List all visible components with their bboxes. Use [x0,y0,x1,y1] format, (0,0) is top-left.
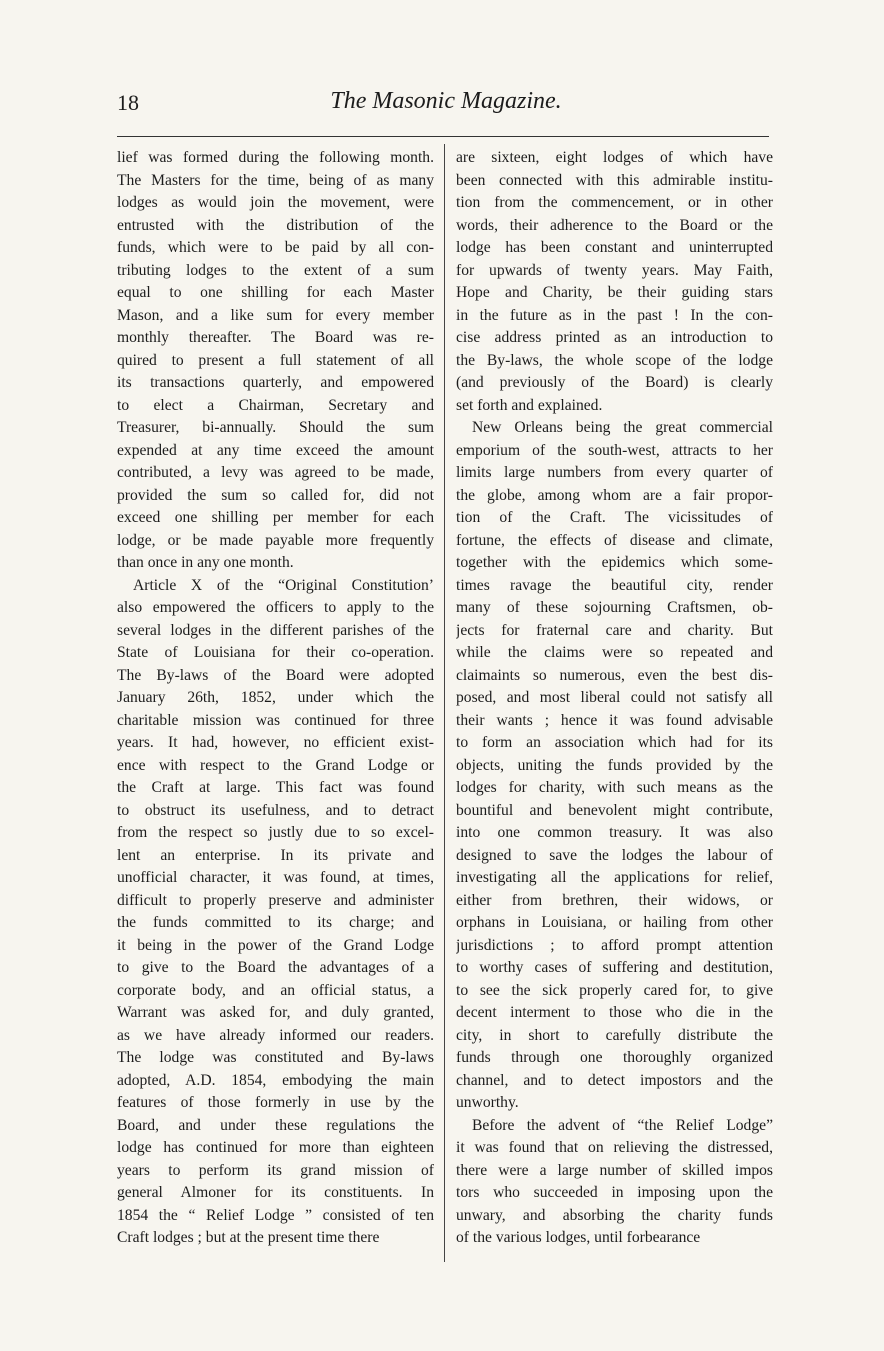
text-line: fortune, the effects of disease and climate, [456,531,773,549]
text-line: provided the sum so called for, did not [117,486,434,504]
text-line: Warrant was asked for, and duly granted, [117,1004,434,1021]
text-line: their wants ; hence it was found advisable [456,711,773,729]
text-line: difficult to properly preserve and administer [117,891,434,909]
text-line: bountiful and benevolent might contribute, [456,801,773,819]
text-line: New Orleans being the great commercial [472,419,773,436]
text-line: together with the epidemics which some- [456,554,773,571]
text-line: it being in the power of the Grand Lodge [117,936,434,954]
text-line: to give to the Board the advantages of a [117,959,434,976]
text-line: lodge, or be made payable more frequently [117,531,434,549]
text-line: The lodge was constituted and By-laws [117,1049,434,1066]
text-line: funds through one thoroughly organized [456,1049,773,1066]
text-line: the funds committed to its charge; and [117,914,434,931]
text-line: the By-laws, the whole scope of the lodge [456,351,773,369]
text-line: city, in short to carefully distribute the [456,1026,773,1044]
text-line: general Almoner for its constituents. In [117,1184,434,1201]
text-line: years to perform its grand mission of [117,1161,434,1179]
text-line: posed, and most liberal could not satisfy all [456,689,773,706]
text-line: from the respect so justly due to so excel- [117,824,434,841]
left-column [117,147,434,1250]
text-line: exceed one shilling per member for each [117,509,434,526]
text-line: objects, uniting the funds provided by the [456,756,773,774]
text-line: it was found that on relieving the distressed, [456,1139,773,1156]
text-line: its transactions quarterly, and empowered [117,374,434,391]
text-line: limits large numbers from every quarter of [456,464,773,481]
text-line: decent interment to those who die in the [456,1004,773,1021]
text-line: lodge has been constant and uninterrupted [456,239,773,256]
text-line: for upwards of twenty years. May Faith, [456,261,773,279]
text-line: emporium of the south-west, attracts to her [456,441,773,459]
text-line: to form an association which had for its [456,734,773,751]
text-line: January 26th, 1852, under which the [117,689,434,706]
text-line: lief was formed during the following month. [117,149,434,166]
text-line: designed to save the lodges the labour of [456,846,773,864]
text-line: 1854 the “ Relief Lodge ” consisted of ten [117,1206,434,1224]
text-line: lent an enterprise. In its private and [117,846,434,864]
text-line: times ravage the beautiful city, render [456,576,773,594]
text-line: (and previously of the Board) is clearly [456,374,773,391]
text-line: to elect a Chairman, Secretary and [117,396,434,414]
text-line: unwary, and absorbing the charity funds [456,1206,773,1224]
text-line: the globe, among whom are a fair propor- [456,486,773,504]
text-line: in the future as in the past ! In the con- [456,306,773,324]
text-line: as we have already informed our readers. [117,1026,434,1044]
text-line: Hope and Charity, be their guiding stars [456,284,773,301]
text-line: quired to present a full statement of all [117,351,434,369]
text-line: The By-laws of the Board were adopted [117,666,434,684]
text-line: to worthy cases of suffering and destitution, [456,959,773,976]
text-line: unworthy. [456,1094,519,1111]
page-number: 18 [117,90,139,115]
text-line: tors who succeeded in imposing upon the [456,1184,773,1201]
text-line: either from brethren, their widows, or [456,891,773,909]
text-line: several lodges in the different parishes of the [117,621,434,639]
text-line: The Masters for the time, being of as many [117,171,434,189]
text-line: tion from the commencement, or in other [456,194,773,211]
text-line: State of Louisiana for their co-operation. [117,644,434,661]
text-line: jects for fraternal care and charity. But [456,621,773,639]
text-line: are sixteen, eight lodges of which have [456,149,773,166]
text-line: unofficial character, it was found, at times, [117,869,434,886]
text-line: investigating all the applications for relief, [456,869,773,886]
text-line: monthly thereafter. The Board was re- [117,329,434,346]
text-line: jurisdictions ; to afford prompt attention [456,936,773,954]
text-line: to obstruct its usefulness, and to detract [117,801,434,819]
text-line: also empowered the officers to apply to the [117,599,434,616]
text-line: Mason, and a like sum for every member [117,306,434,324]
text-line: of the various lodges, until forbearance [456,1229,701,1246]
page-header [117,88,775,124]
text-line: tributing lodges to the extent of a sum [117,261,434,279]
text-line: expended at any time exceed the amount [117,441,434,459]
text-line: charitable mission was continued for three [117,711,434,729]
text-line: Craft lodges ; but at the present time there [117,1229,380,1246]
text-line: Before the advent of “the Relief Lodge” [472,1116,773,1134]
text-line: adopted, A.D. 1854, embodying the main [117,1071,434,1089]
text-line: features of those formerly in use by the [117,1094,434,1111]
text-line: lodges as would join the movement, were [117,194,434,211]
column-divider [444,144,445,1262]
text-line: corporate body, and an official status, a [117,981,434,999]
text-line: to see the sick properly cared for, to give [456,981,773,999]
text-line: than once in any one month. [117,554,294,571]
text-line: cise address printed as an introduction to [456,329,773,346]
text-line: into one common treasury. It was also [456,824,773,841]
text-line: funds, which were to be paid by all con- [117,239,434,256]
text-line: lodges for charity, with such means as the [456,779,773,796]
text-line: words, their adherence to the Board or the [456,216,773,234]
text-line: years. It had, however, no efficient exist- [117,734,434,751]
text-line: channel, and to detect impostors and the [456,1071,773,1089]
text-line: equal to one shilling for each Master [117,284,434,301]
text-line: Treasurer, bi-annually. Should the sum [117,419,434,436]
text-line: many of these sojourning Craftsmen, ob- [456,599,773,616]
text-line: set forth and explained. [456,396,603,414]
text-line: ence with respect to the Grand Lodge or [117,756,434,774]
text-line: Board, and under these regulations the [117,1116,434,1134]
text-line: there were a large number of skilled impos [456,1161,773,1179]
running-title: The Masonic Magazine. [330,88,562,114]
text-line: lodge has continued for more than eighteen [117,1139,434,1156]
right-column [456,147,773,1250]
text-line: orphans in Louisiana, or hailing from other [456,914,773,931]
text-line: tion of the Craft. The vicissitudes of [456,509,773,526]
text-line: Article X of the “Original Constitution’ [133,576,434,594]
text-line: claimaints so numerous, even the best dis- [456,666,773,684]
text-line: been connected with this admirable institu- [456,171,773,189]
text-line: while the claims were so repeated and [456,644,773,661]
text-line: contributed, a levy was agreed to be made, [117,464,434,481]
text-line: the Craft at large. This fact was found [117,779,434,796]
text-line: entrusted with the distribution of the [117,216,434,234]
header-rule [117,136,769,137]
